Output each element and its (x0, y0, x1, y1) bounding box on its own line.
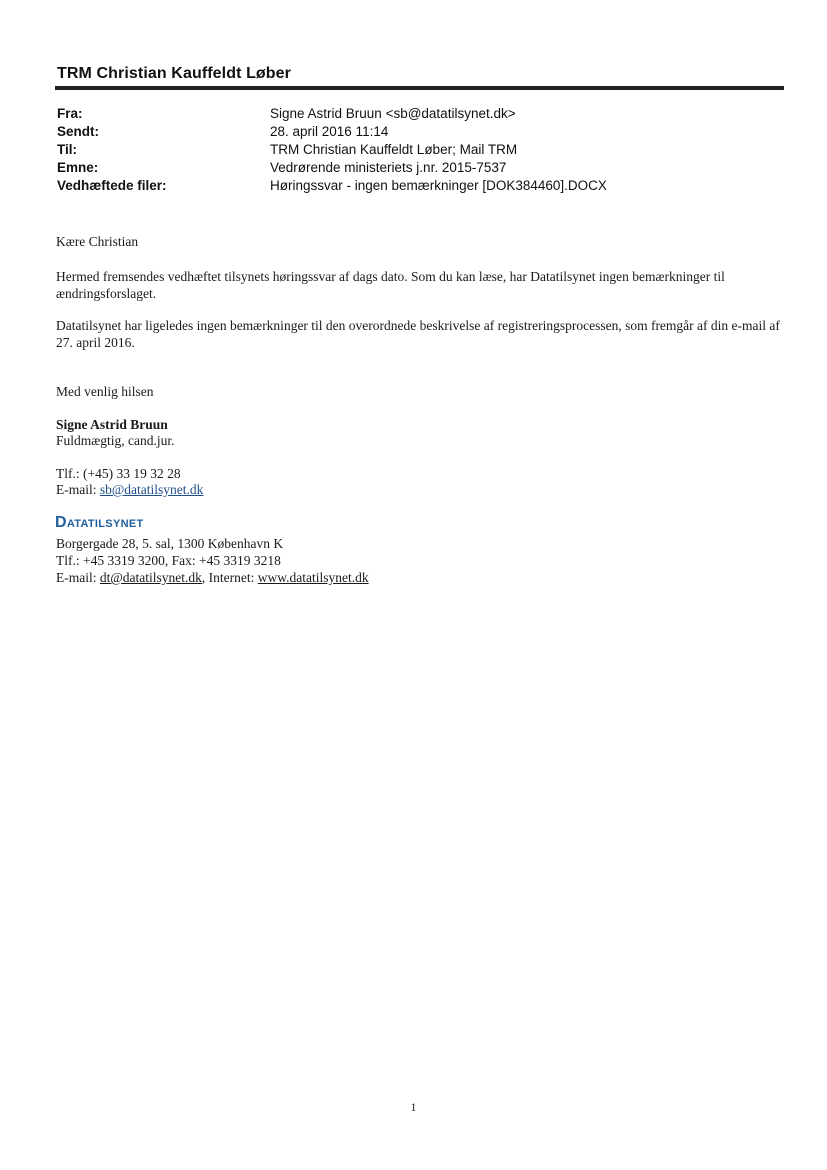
organization-logo: Datatilsynet (55, 514, 144, 531)
organization-website-link[interactable]: www.datatilsynet.dk (257, 570, 369, 585)
organization-email-label: E-mail: (56, 570, 100, 585)
subject-label: Emne: (57, 160, 99, 175)
greeting: Kære Christian (56, 234, 139, 249)
organization-internet-label: , Internet: (201, 570, 258, 585)
organization-email-link[interactable]: dt@datatilsynet.dk (99, 570, 202, 585)
signature-email-line (56, 481, 203, 498)
from-label: Fra: (57, 106, 83, 121)
organization-address: Borgergade 28, 5. sal, 1300 København K (56, 536, 284, 551)
signature-phone: Tlf.: (+45) 33 19 32 28 (56, 466, 181, 481)
from-value: Signe Astrid Bruun <sb@datatilsynet.dk> (270, 106, 516, 121)
to-value: TRM Christian Kauffeldt Løber; Mail TRM (270, 142, 518, 157)
signature-name: Signe Astrid Bruun (56, 417, 168, 432)
attachment-filename[interactable]: Høringssvar - ingen bemærkninger [DOK384460].DOCX (270, 178, 607, 193)
sent-label: Sendt: (57, 124, 99, 139)
to-label: Til: (57, 142, 77, 157)
signature-email-label: E-mail: (56, 482, 100, 497)
organization-phone-fax: Tlf.: +45 3319 3200, Fax: +45 3319 3218 (56, 553, 281, 568)
signature-email-link[interactable]: sb@datatilsynet.dk (99, 482, 204, 497)
closing: Med venlig hilsen (56, 384, 154, 399)
sender-name-heading: TRM Christian Kauffeldt Løber (57, 65, 292, 82)
body-paragraph-1: Hermed fremsendes vedhæftet tilsynets høringssvar af dags dato. Som du kan læse, har Datatilsynet ingen bemærkninger til ændringsforslaget. (56, 269, 725, 301)
header-divider (55, 86, 784, 90)
subject-value: Vedrørende ministeriets j.nr. 2015-7537 (270, 160, 507, 175)
organization-contact-line (56, 569, 369, 586)
sent-value: 28. april 2016 11:14 (270, 124, 389, 139)
page-number: 1 (410, 1100, 417, 1114)
signature-title: Fuldmægtig, cand.jur. (56, 433, 175, 448)
body-paragraph-2: Datatilsynet har ligeledes ingen bemærkninger til den overordnede beskrivelse af registreringsprocessen, som fremgår af din e-mail af 27. april 2016. (56, 318, 780, 350)
attachments-label: Vedhæftede filer: (57, 178, 167, 193)
